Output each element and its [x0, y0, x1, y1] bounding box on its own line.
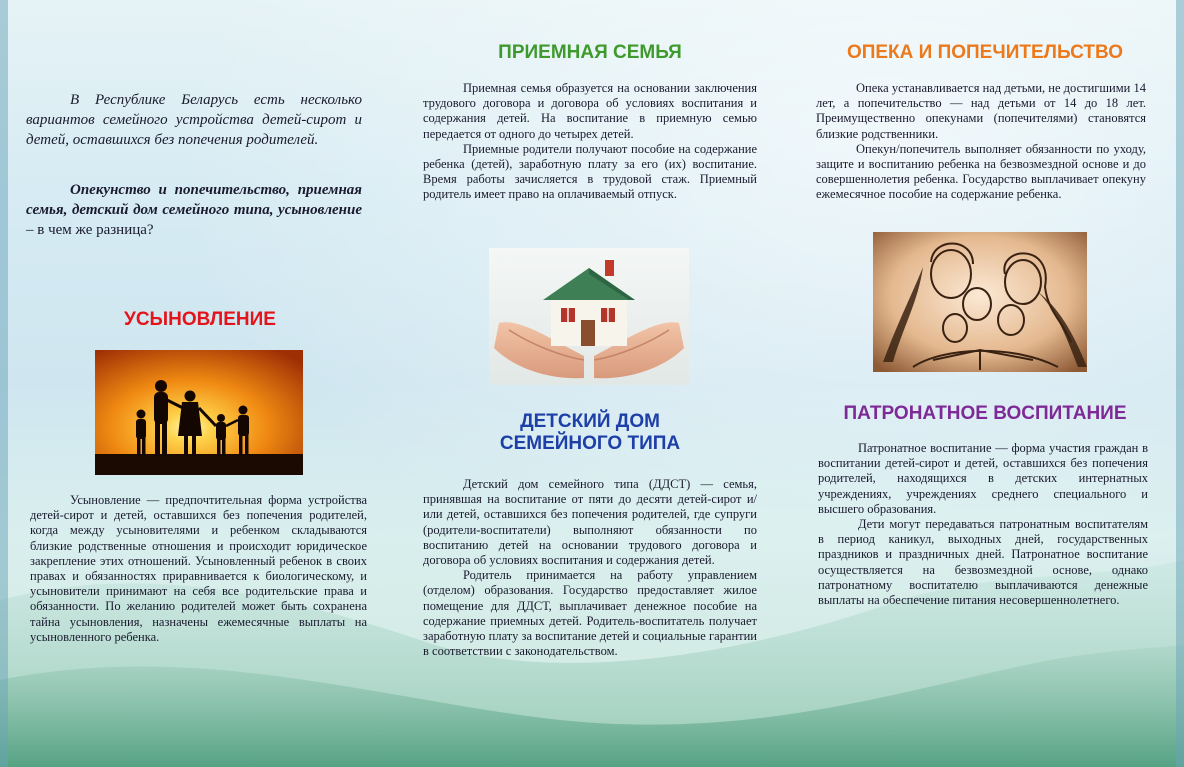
foster-section — [420, 42, 760, 64]
patronage-text — [818, 441, 1148, 608]
patronage-paragraph-1: Патронатное воспитание — форма участия граждан в воспитании детей-сирот и детей, оставшихся без попечения родителей, находящихся в детских интернатных учреждениях, учреждениях среднего специального и высшего образования. — [818, 441, 1148, 516]
house-in-hands-image — [489, 248, 689, 385]
foster-paragraph-1: Приемная семья образуется на основании заключения трудового договора и договора об условиях воспитания и содержания детей. На воспитание в приемную семью передается от одного до четырех детей. — [423, 81, 757, 141]
family-home-title — [420, 411, 760, 455]
guardianship-paragraph-1: Опека устанавливается над детьми, не достигшими 14 лет, а попечительство — над детьми от 14 до 18 лет. Преимущественно опекунами (попечителями) становятся близкие родственники. — [816, 81, 1146, 141]
foster-title: ПРИЕМНАЯ СЕМЬЯ — [498, 42, 682, 63]
intro-block — [26, 90, 362, 240]
guardianship-paragraph-2: Опекун/попечитель выполняет обязанности по уходу, защите и воспитанию ребенка на безвозмездной основе и до совершеннолетия ребенка. Государство выплачивает опекуну ежемесячное пособие на содержание ребенка. — [816, 141, 1146, 202]
foster-text — [423, 81, 757, 203]
intro-question-bold: Опекунство и попечительство, приемная семья, детский дом семейного типа, усыновление — [26, 182, 362, 218]
family-sunset-image — [95, 350, 303, 475]
adoption-text — [30, 493, 367, 645]
family-home-title-line2: СЕМЕЙНОГО ТИПА — [499, 433, 681, 454]
family-home-section — [420, 411, 760, 455]
guardianship-text — [816, 81, 1146, 203]
adoption-paragraph: Усыновление — предпочтительная форма устройства детей-сирот и детей, оставшихся без попечения родителей, когда между усыновителями и ребенком складываются близкие родственные отношения и происходит юридическое закрепление этих отношений. Усыновленный ребенок в своих правах и обязанностях приравнивается к биологическому, и усыновители принимают на себя все родительские права и обязанности. По желанию родителей может быть сохранена тайна усыновления, назначены ежемесячные выплаты на усыновленного ребенка. — [30, 493, 367, 644]
intro-question — [26, 180, 362, 240]
patronage-paragraph-2: Дети могут передаваться патронатным воспитателям в период каникул, выходных дней, государственных праздников и праздничных дней. Патронатное воспитание осуществляется на безвозмездной основе, однако патронатному воспитателю выплачиваются денежные выплаты на обеспечение питания несовершеннолетнего. — [818, 517, 1148, 608]
family-home-title-line1: ДЕТСКИЙ ДОМ — [520, 411, 660, 432]
guardianship-section — [815, 42, 1155, 64]
adoption-section — [50, 309, 350, 331]
guardianship-title: ОПЕКА И ПОПЕЧИТЕЛЬСТВО — [846, 42, 1124, 63]
family-home-paragraph-2: Родитель принимается на работу управлением (отделом) образования. Государство предоставляет жилое помещение для ДДСТ, выплачивает денежное пособие на содержание приемных детей. Родитель-воспитатель получает заработную плату за воспитание детей и социальные гарантии в соответствии с законодательством. — [423, 568, 757, 659]
family-home-text — [423, 477, 757, 659]
adoption-title: УСЫНОВЛЕНИЕ — [124, 309, 276, 330]
intro-question-rest: – в чем же разница? — [26, 222, 154, 238]
family-sketch-image — [873, 232, 1087, 372]
family-home-paragraph-1: Детский дом семейного типа (ДДСТ) — семья, принявшая на воспитание от пяти до десяти детей-сирот и/или детей, оставшихся без попечения родителей, где супруги (родители-воспитатели) выполняют обязанности по воспитанию детей на основании трудового договора и договора об условиях воспитания и содержания детей. — [423, 477, 757, 568]
patronage-title: ПАТРОНАТНОЕ ВОСПИТАНИЕ — [843, 403, 1127, 424]
patronage-section — [815, 403, 1155, 425]
intro-paragraph: В Республике Беларусь есть несколько вариантов семейного устройства детей-сирот и детей, оставшихся без попечения родителей. — [26, 92, 362, 148]
foster-paragraph-2: Приемные родители получают пособие на содержание ребенка (детей), заработную плату за его (их) воспитание. Время работы зачисляется в трудовой стаж. Приемный родитель имеет право на оплачиваемый отпуск. — [423, 141, 757, 202]
